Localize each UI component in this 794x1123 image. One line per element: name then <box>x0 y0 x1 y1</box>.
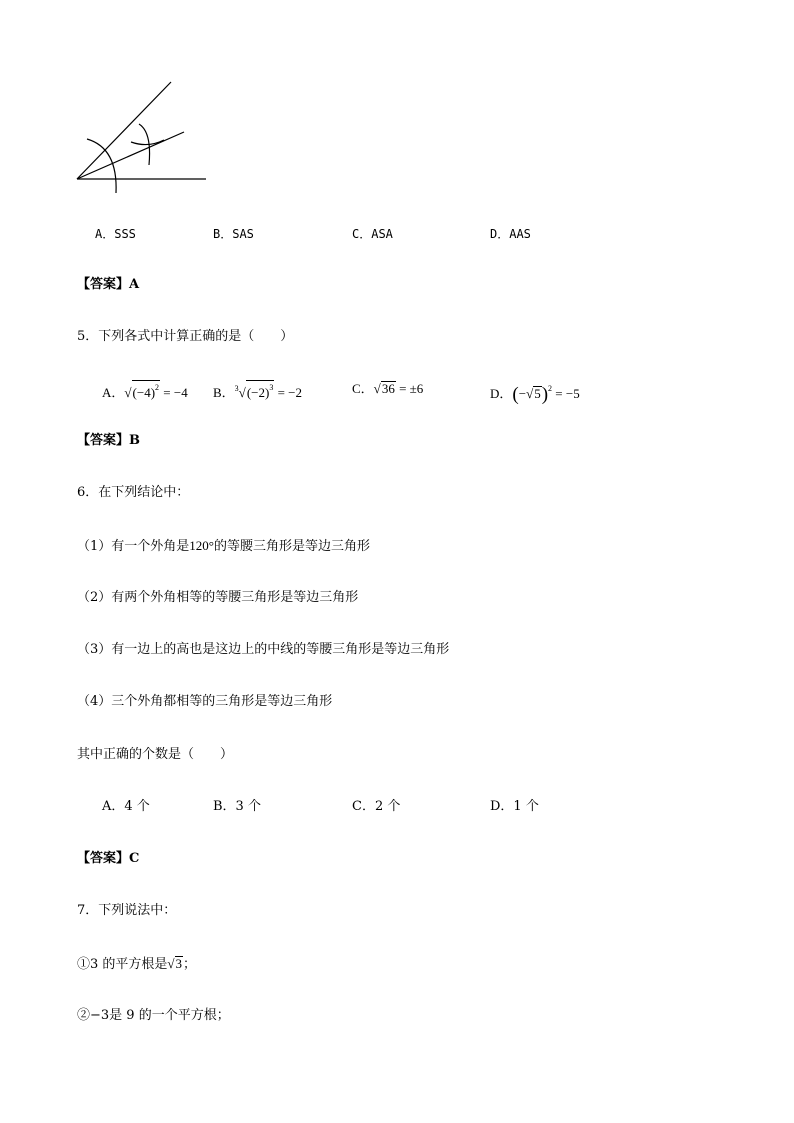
intersection-arc-2 <box>131 140 164 145</box>
q5-answer: 【答案】B <box>77 433 140 448</box>
q5-question: 5．下列各式中计算正确的是（ ） <box>77 329 294 344</box>
q5-option-a: A．$√(-4)^2 = -4$ <box>102 380 188 402</box>
angle-bisector-figure <box>0 0 794 200</box>
q4-option-a: A．SSS <box>95 227 136 241</box>
q5-option-d: D．$(-√5)^2 = -5$ <box>490 384 580 405</box>
q7-item-1: ①3 的平方根是√3； <box>77 956 197 972</box>
q6-count-question: 其中正确的个数是（ ） <box>77 747 234 762</box>
q4-option-b: B．SAS <box>213 227 254 241</box>
q6-option-b: B．3 个 <box>213 799 261 814</box>
q7-item-2: ②−3是 9 的一个平方根； <box>77 1008 230 1023</box>
q6-option-a: A．4 个 <box>102 799 150 814</box>
angle-upper-ray <box>77 82 171 179</box>
q7-question: 7．下列说法中： <box>77 903 177 918</box>
q6-question: 6．在下列结论中： <box>77 485 190 500</box>
q5-option-c: C．√36 = ±6 <box>352 381 424 396</box>
bisector-ray <box>77 132 184 179</box>
center-arc <box>87 139 116 193</box>
q6-option-d: D．1 个 <box>490 799 539 814</box>
q6-answer: 【答案】C <box>77 851 140 866</box>
q6-item-2: （2）有两个外角相等的等腰三角形是等边三角形 <box>77 590 359 605</box>
q4-option-d: D．AAS <box>490 227 531 241</box>
q6-option-c: C．2 个 <box>352 799 401 814</box>
q6-item-3: （3）有一边上的高也是这边上的中线的等腰三角形是等边三角形 <box>77 642 450 657</box>
q6-item-4: （4）三个外角都相等的三角形是等边三角形 <box>77 694 333 709</box>
q6-item-1: （1）有一个外角是120°的等腰三角形是等边三角形 <box>77 538 370 554</box>
q4-option-c: C．ASA <box>352 227 393 241</box>
q4-answer: 【答案】A <box>77 277 140 292</box>
q5-option-b: B．$^3√(-2)^3 = -2$ <box>213 380 302 402</box>
